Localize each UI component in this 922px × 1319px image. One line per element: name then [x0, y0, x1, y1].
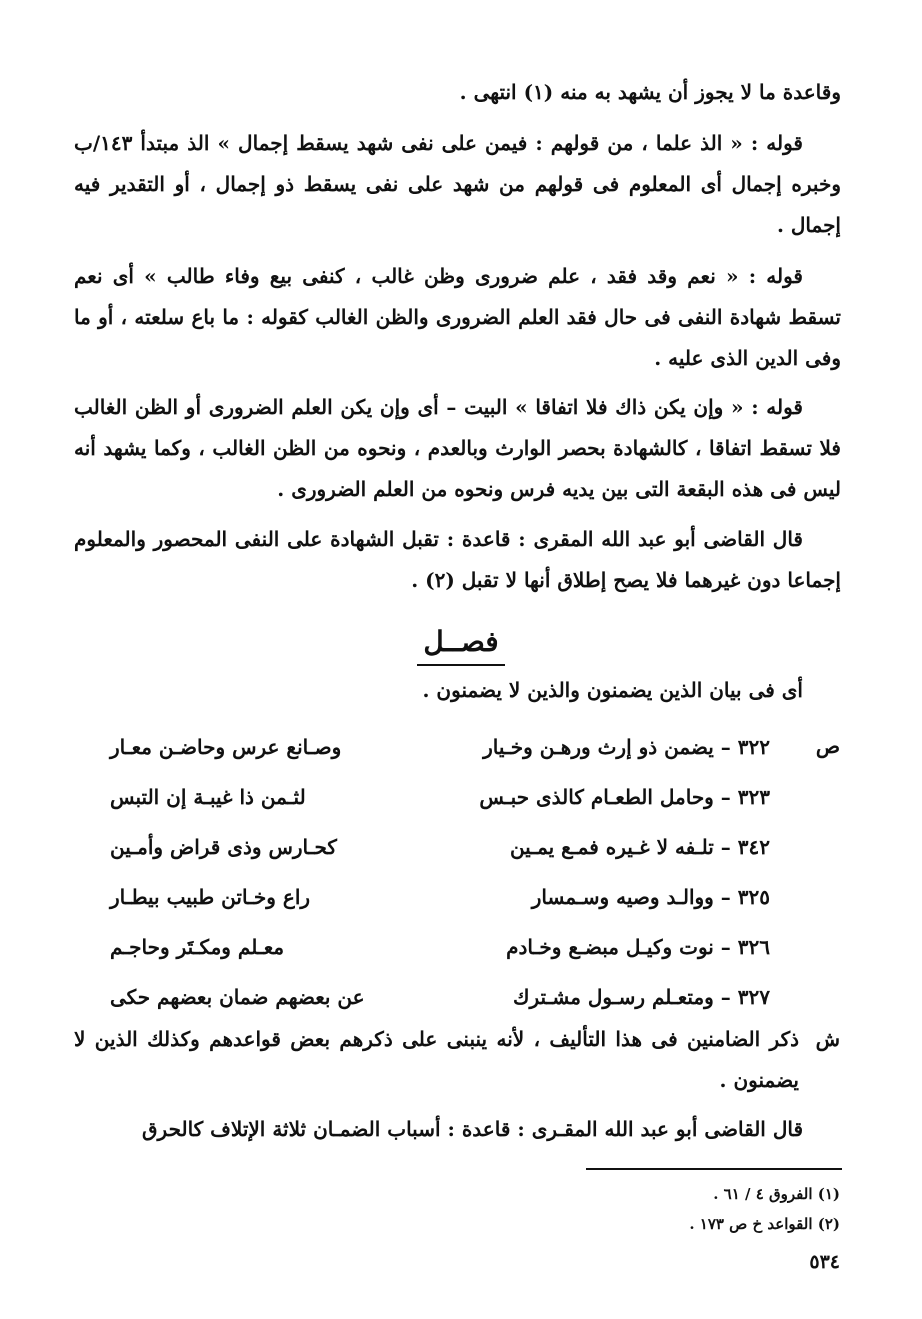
verse-second-hemistich: كحـارس وذى قراض وأمـين [110, 835, 337, 859]
verse-line [110, 722, 770, 772]
verse-first-hemistich: ٣٢٣ – وحامل الطعـام كالذى حبـس [479, 785, 770, 809]
verse-second-hemistich: وصـانع عرس وحاضـن معـار [110, 735, 342, 759]
section-heading [0, 622, 922, 666]
paragraph-last: قال القاضى أبو عبد الله المقـرى : قاعدة : أسباب الضمـان ثلاثة الإتلاف كالحرق [142, 1117, 803, 1141]
verse-second-hemistich: معـلم ومكـتَر وحاجـم [110, 935, 285, 959]
verse-line [110, 972, 770, 1022]
page-number: ٥٣٤ [809, 1251, 840, 1273]
section-heading-text: فصــل [417, 622, 504, 666]
footnote-1: (١) الفروق ٤ / ٦١ . [713, 1185, 840, 1203]
verse-line [110, 772, 770, 822]
verse-first-hemistich: ٣٢٦ – نوت وكيـل مبضـع وخـادم [506, 935, 770, 959]
verse-first-hemistich: ٣٢٢ – يضمن ذو إرث ورهـن وخـيار [483, 735, 770, 759]
paragraph-commentary-3: قوله : « وإن يكن ذاك فلا اتفاقا » البيت – أى وإن يكن العلم الضرورى أو الظن الغالب فلا تسقط اتفاقا ، كالشهادة بحصر الوارث وبالعدم ، ونحوه من الظن الغالب ، وكما يشهد أنه ليس فى هذه البقعة التى بين يديه فرس ونحوه من العلم الضرورى . [74, 395, 841, 501]
paragraph-commentary-2: قوله : « نعم وقد فقد ، علم ضرورى وظن غالب ، كنفى بيع وفاء طالب » أى نعم تسقط شهادة النفى فى حال فقد العلم الضرورى والظن الغالب كقوله : ما باع سلعته ، أو ما وفى الدين الذى عليه . [74, 264, 841, 370]
verse-second-hemistich: راع وخـاتن طبيب بيطـار [110, 885, 311, 909]
verse-line [110, 872, 770, 922]
verse-line [110, 922, 770, 972]
verse-block [110, 722, 770, 1022]
verse-first-hemistich: ٣٤٢ – تلـفه لا غـيره فمـع يمـين [509, 835, 770, 859]
verse-first-hemistich: ٣٢٧ – ومتعـلم رسـول مشـترك [512, 985, 770, 1009]
paragraph-qadi-quote: قال القاضى أبو عبد الله المقرى : قاعدة : تقبل الشهادة على النفى المحصور والمعلوم إجماعا دون غيرهما فلا يصح إطلاق أنها لا تقبل (٢) . [74, 527, 841, 592]
footnote-2: (٢) القواعد خ ص ١٧٣ . [689, 1215, 840, 1233]
commentary-paragraph: ذكر الضامنين فى هذا التأليف ، لأنه ينبنى على ذكرهم بعض قواعدهم وكذلك الذين لا يضمنون . [74, 1027, 799, 1092]
verse-second-hemistich: لثـمن ذا غيبـة إن التبس [110, 785, 306, 809]
verse-first-hemistich: ٣٢٥ – ووالـد وصيه وسـمسار [531, 885, 770, 909]
paragraph-continuation: وقاعدة ما لا يجوز أن يشهد به منه (١) انتهى . [459, 80, 841, 104]
verse-line [110, 822, 770, 872]
verse-marker: ص [815, 734, 840, 758]
footnote-separator [586, 1168, 842, 1170]
paragraph-commentary-1: قوله : « الذ علما ، من قولهم : فيمن على نفى شهد يسقط إجمال » الذ مبتدأ ١٤٣/ب وخبره إجمال أى المعلوم فى قولهم من شهد على نفى يسقط ذو إجمال ، أو التقدير فيه إجمال . [74, 131, 841, 237]
commentary-marker: ش [815, 1027, 840, 1051]
verse-second-hemistich: عن بعضهم ضمان بعضهم حكى [110, 985, 365, 1009]
section-intro: أى فى بيان الذين يضمنون والذين لا يضمنون . [422, 678, 803, 702]
